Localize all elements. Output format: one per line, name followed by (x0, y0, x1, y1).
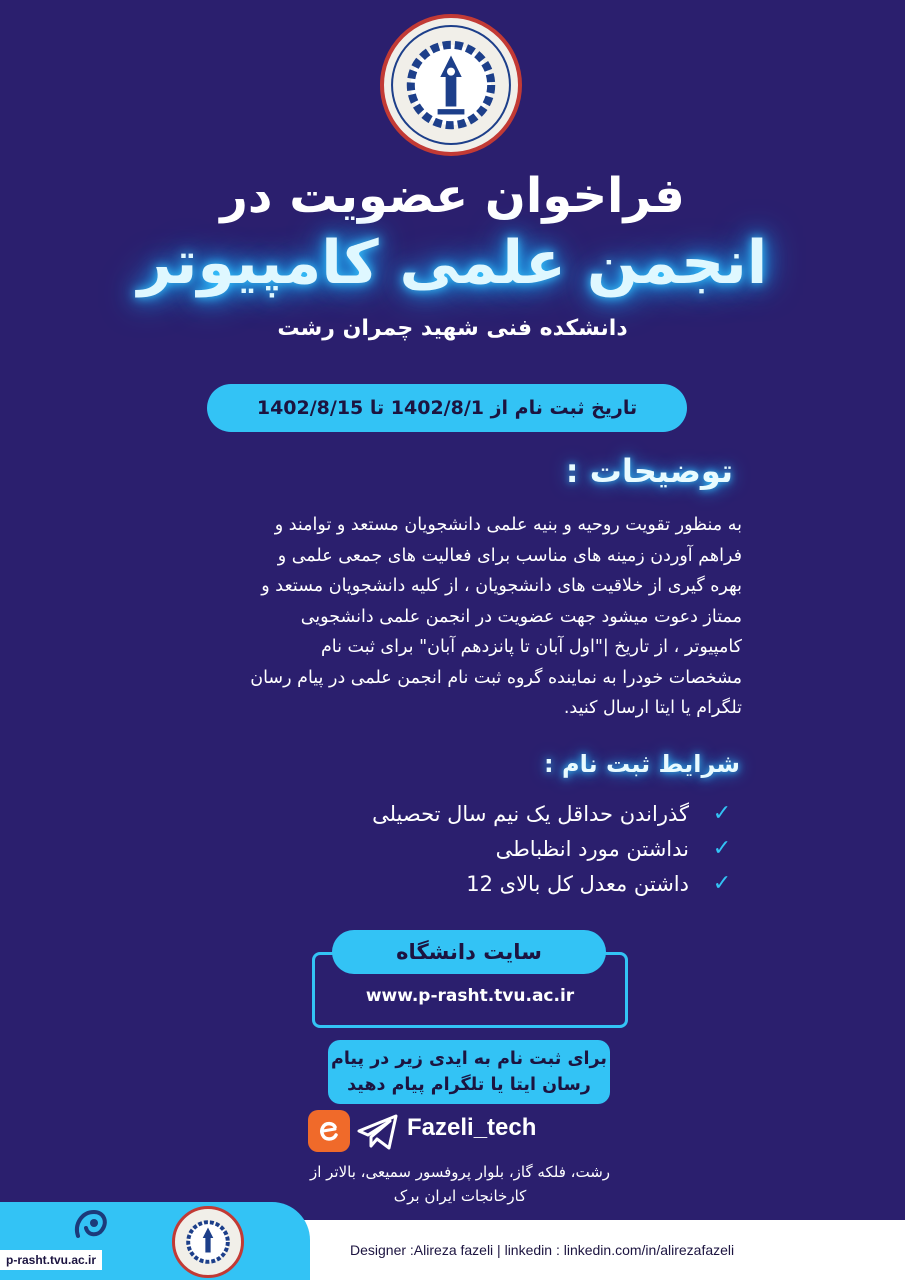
page-title: فراخوان عضویت در (220, 168, 685, 224)
registration-date-badge (207, 384, 687, 432)
description-line: کامپیوتر ، از تاریخ |"اول آبان تا پانزدهم آبان" برای ثبت نام (320, 637, 742, 657)
list-item: ✓ داشتن معدل کل بالای 12 (466, 871, 732, 896)
college-seal-icon (175, 1209, 241, 1275)
tvu-logo-icon (72, 1206, 112, 1242)
description-body (160, 510, 742, 724)
conditions-heading: شرایط ثبت نام : (544, 750, 740, 778)
designer-credit: Designer :Alireza fazeli | linkedin : linkedin.com/in/alirezafazeli (350, 1242, 735, 1258)
description-line: بهره گیری از خلاقیت های دانشجویان ، از کلیه دانشجویان مستعد و (261, 576, 742, 596)
check-icon: ✓ (712, 836, 732, 861)
page-title-highlight: انجمن علمی کامپیوتر (137, 228, 768, 298)
description-line: فراهم آوردن زمینه های مناسب برای فعالیت های جمعی علمی و (277, 545, 742, 566)
list-item: ✓ نداشتن مورد انظباطی (495, 836, 732, 861)
conditions-list (273, 796, 733, 901)
contact-handle[interactable]: Fazeli_tech (407, 1114, 537, 1141)
website-link[interactable]: www.p-rasht.tvu.ac.ir (365, 986, 575, 1006)
college-logo-small (172, 1206, 244, 1278)
list-item: ✓ گذراندن حداقل یک نیم سال تحصیلی (372, 801, 732, 826)
registration-date-text: تاریخ ثبت نام از 1402/8/1 تا 1402/8/15 (256, 397, 638, 419)
contact-instructions: برای ثبت نام به ایدی زیر در پیام رسان ایتا یا تلگرام پیام دهید (328, 1040, 610, 1104)
telegram-icon[interactable] (356, 1112, 400, 1152)
college-name: دانشکده فنی شهید چمران رشت (277, 316, 628, 341)
description-line: مشخصات خودرا به نماینده گروه ثبت نام انجمن علمی در پیام رسان (250, 667, 742, 688)
eitaa-icon[interactable] (308, 1110, 350, 1152)
description-line: به منظور تقویت روحیه و بنیه علمی دانشجویان مستعد و توامند و (274, 515, 742, 535)
check-icon: ✓ (712, 801, 732, 826)
website-watermark: p-rasht.tvu.ac.ir (0, 1250, 102, 1270)
description-line: ممتاز دعوت میشود جهت عضویت در انجمن علمی دانشجویی (300, 606, 742, 627)
college-seal-icon (384, 18, 518, 152)
description-line: تلگرام یا ایتا ارسال کنید. (563, 698, 742, 718)
check-icon: ✓ (712, 871, 732, 896)
address: رشت، فلکه گاز، بلوار پروفسور سمیعی، بالاتر از کارخانجات ایران برک (309, 1163, 611, 1205)
description-heading: توضیحات : (565, 452, 733, 490)
college-logo (380, 14, 522, 156)
website-label: سایت دانشگاه (332, 930, 606, 974)
